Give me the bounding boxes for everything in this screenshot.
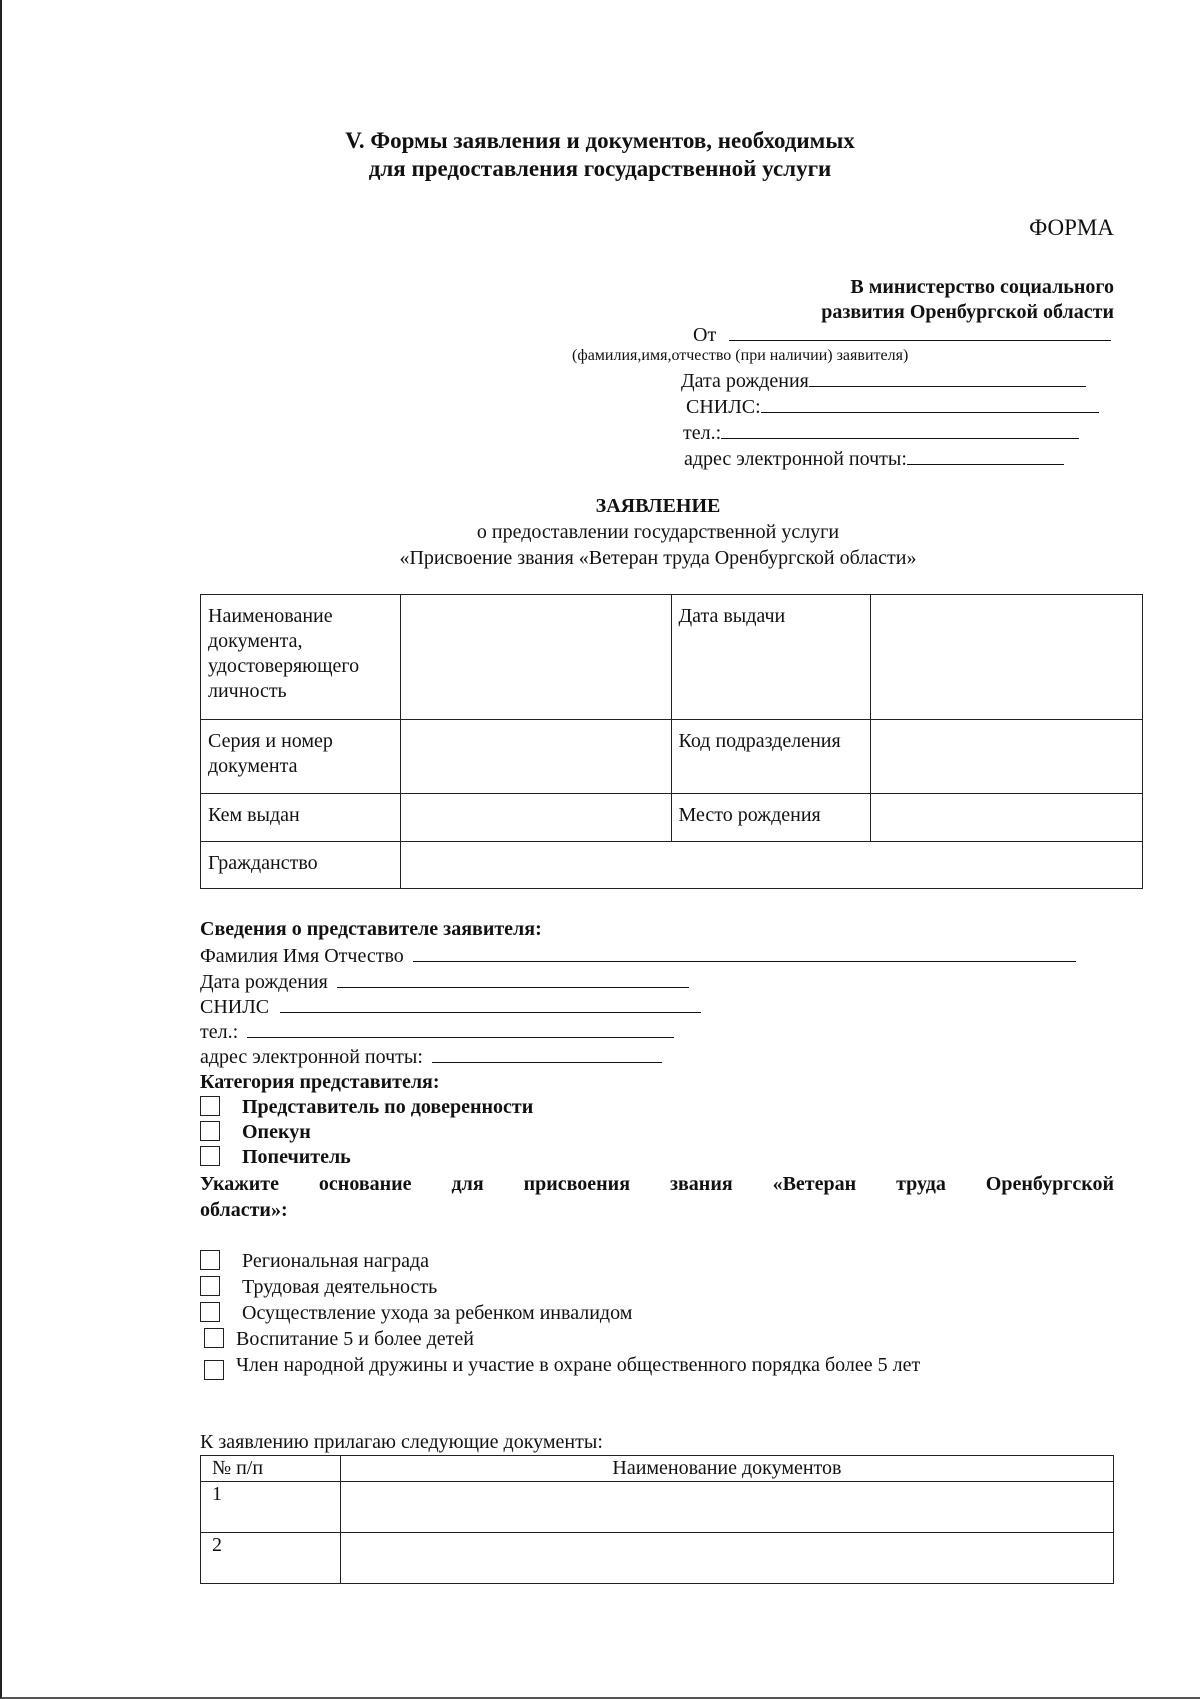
basis-option-label: Региональная награда <box>242 1250 429 1272</box>
from-label: От <box>693 324 717 346</box>
rep-phone-input-line[interactable] <box>247 1019 674 1038</box>
from-field <box>693 322 1111 348</box>
addressee <box>821 275 1114 325</box>
checkbox[interactable] <box>200 1250 220 1270</box>
rep-snils-field <box>200 994 701 1020</box>
basis-heading-line-1: Укажите основание для присвоения звания «Ветеран труда Оренбургской <box>200 1173 1114 1195</box>
division-code-cell[interactable] <box>871 720 1143 794</box>
checkbox[interactable] <box>200 1276 220 1296</box>
email-label: адрес электронной почты: <box>684 448 907 470</box>
doc-name-label: Наименование документа, удостоверяющего личность <box>201 595 401 720</box>
rep-category-label: Опекун <box>242 1121 311 1143</box>
rep-category-heading: Категория представителя: <box>200 1071 440 1093</box>
basis-option-label: Член народной дружины и участие в охране общественного порядка более 5 лет <box>236 1354 921 1376</box>
phone-field <box>683 420 1079 446</box>
addressee-line-1: В министерство социального <box>850 276 1114 298</box>
issued-by-cell[interactable] <box>400 794 671 842</box>
rep-full-name-input-line[interactable] <box>413 943 1076 962</box>
birth-date-label: Дата рождения <box>681 370 809 392</box>
identity-document-table <box>200 594 1143 889</box>
form-label: ФОРМА <box>1029 215 1114 240</box>
snils-input-line[interactable] <box>761 394 1099 413</box>
issued-by-label: Кем выдан <box>201 794 401 842</box>
rep-phone-field <box>200 1019 674 1045</box>
checkbox[interactable] <box>200 1302 220 1322</box>
section-heading <box>200 127 1000 183</box>
rep-category-label: Представитель по доверенности <box>242 1096 534 1118</box>
basis-option-label: Трудовая деятельность <box>242 1276 438 1298</box>
snils-label: СНИЛС: <box>686 396 761 418</box>
birth-date-field <box>681 368 1086 394</box>
doc-name-cell[interactable] <box>400 595 671 720</box>
representative-heading: Сведения о представителе заявителя: <box>200 918 542 940</box>
division-code-label: Код подразделения <box>671 720 871 794</box>
rep-full-name-field <box>200 943 1076 969</box>
rep-snils-input-line[interactable] <box>280 994 701 1013</box>
checkbox[interactable] <box>204 1328 224 1348</box>
phone-label: тел.: <box>683 422 722 444</box>
heading-line-2: для предоставления государственной услуги <box>368 156 832 181</box>
document-name-cell[interactable] <box>340 1482 1113 1533</box>
series-number-cell[interactable] <box>400 720 671 794</box>
basis-heading-line-2: области»: <box>200 1199 288 1221</box>
attachments-table <box>200 1455 1114 1584</box>
statement-subtitle-2: «Присвоение звания «Ветеран труда Оренбургской области» <box>399 547 917 569</box>
rep-email-label: адрес электронной почты: <box>200 1046 423 1068</box>
email-input-line[interactable] <box>907 446 1064 465</box>
checkbox[interactable] <box>200 1096 220 1116</box>
col-name-header: Наименование документов <box>340 1456 1113 1482</box>
checkbox[interactable] <box>200 1121 220 1141</box>
citizenship-cell[interactable] <box>400 842 1142 889</box>
series-number-label: Серия и номер документа <box>201 720 401 794</box>
birth-date-input-line[interactable] <box>809 368 1086 387</box>
from-input-line[interactable] <box>729 322 1111 341</box>
birth-place-cell[interactable] <box>871 794 1143 842</box>
statement-title: ЗАЯВЛЕНИЕ <box>595 495 721 517</box>
email-field <box>684 446 1064 472</box>
birth-place-label: Место рождения <box>671 794 871 842</box>
document-name-cell[interactable] <box>340 1533 1113 1584</box>
snils-field <box>686 394 1099 420</box>
checkbox[interactable] <box>204 1360 224 1380</box>
rep-birth-date-field <box>200 969 689 995</box>
from-hint: (фамилия,имя,отчество (при наличии) заявителя) <box>572 347 909 364</box>
rep-birth-date-label: Дата рождения <box>200 971 328 993</box>
col-number-header: № п/п <box>201 1456 341 1482</box>
issue-date-cell[interactable] <box>871 595 1143 720</box>
rep-birth-date-input-line[interactable] <box>337 969 689 988</box>
rep-full-name-label: Фамилия Имя Отчество <box>200 945 404 967</box>
rep-snils-label: СНИЛС <box>200 996 270 1018</box>
basis-option-label: Осуществление ухода за ребенком инвалидом <box>242 1302 633 1324</box>
citizenship-label: Гражданство <box>201 842 401 889</box>
row-number: 1 <box>201 1482 341 1533</box>
rep-category-label: Попечитель <box>242 1146 351 1168</box>
rep-phone-label: тел.: <box>200 1021 239 1043</box>
phone-input-line[interactable] <box>721 420 1079 439</box>
issue-date-label: Дата выдачи <box>671 595 871 720</box>
basis-option-label: Воспитание 5 и более детей <box>236 1328 474 1350</box>
rep-email-input-line[interactable] <box>432 1044 662 1063</box>
checkbox[interactable] <box>200 1146 220 1166</box>
heading-line-1: V. Формы заявления и документов, необходимых <box>345 128 855 153</box>
row-number: 2 <box>201 1533 341 1584</box>
attachments-intro: К заявлению прилагаю следующие документы: <box>200 1431 603 1453</box>
statement-subtitle-1: о предоставлении государственной услуги <box>476 521 840 543</box>
addressee-line-2: развития Оренбургской области <box>821 301 1114 323</box>
rep-email-field <box>200 1044 662 1070</box>
